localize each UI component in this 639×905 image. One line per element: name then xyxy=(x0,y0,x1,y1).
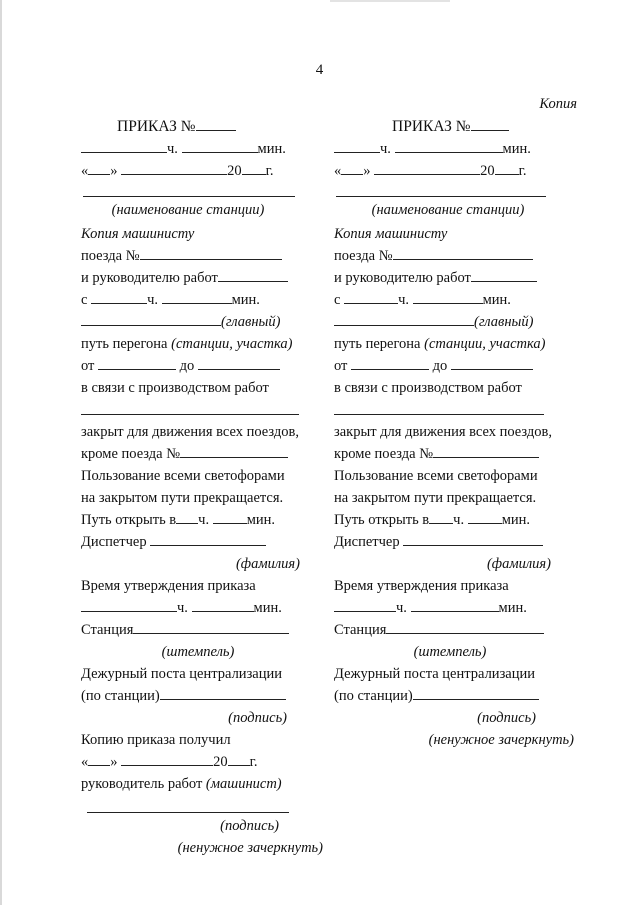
approval-minutes-field[interactable] xyxy=(411,610,499,612)
from-to-line: от до xyxy=(81,358,280,375)
except-train-field[interactable] xyxy=(433,456,539,458)
duty-line-1: Дежурный поста централизации xyxy=(334,666,536,682)
open-hours-field[interactable] xyxy=(176,522,198,524)
to-point-field[interactable] xyxy=(198,368,280,370)
received-line: Копию приказа получил xyxy=(81,732,231,748)
from-to-line: от до xyxy=(334,358,533,375)
hours-field[interactable] xyxy=(81,151,167,153)
track-line: путь перегона (станции, участка) xyxy=(334,336,546,352)
from-time-line: с ч. мин. xyxy=(334,292,511,308)
date-line: « » 20 г. xyxy=(81,163,274,179)
strike-caption: (ненужное зачеркнуть) xyxy=(428,732,574,748)
received-day-field[interactable] xyxy=(88,764,110,766)
page-number: 4 xyxy=(315,62,324,78)
scan-edge xyxy=(0,0,2,905)
stamp-caption: (штемпель) xyxy=(413,644,487,660)
except-train-field[interactable] xyxy=(180,456,288,458)
minutes-field[interactable] xyxy=(395,151,503,153)
received-date-line: « » 20 г. xyxy=(81,754,258,770)
duty-signature-field[interactable] xyxy=(413,698,539,700)
signature-caption: (подпись) xyxy=(477,710,536,726)
duty-line-2: (по станции) xyxy=(81,688,286,705)
track-line: путь перегона (станции, участка) xyxy=(81,336,293,352)
closed-line: закрыт для движения всех поездов, xyxy=(81,424,299,440)
from-point-field[interactable] xyxy=(351,368,429,370)
duty-line-1: Дежурный поста централизации xyxy=(81,666,283,682)
received-month-field[interactable] xyxy=(121,764,213,766)
dispatcher-field[interactable] xyxy=(150,544,266,546)
month-field[interactable] xyxy=(374,173,480,175)
except-line: кроме поезда № xyxy=(81,446,288,463)
year-field[interactable] xyxy=(242,173,266,175)
open-line: Путь открыть в ч. мин. xyxy=(81,512,276,528)
duty-signature-field[interactable] xyxy=(160,698,286,700)
train-line: поезда № xyxy=(334,248,533,265)
work-leader-line: и руководителю работ xyxy=(334,270,537,287)
signals-line-1: Пользование всеми светофорами xyxy=(334,468,538,484)
train-number-field[interactable] xyxy=(140,258,282,260)
work-leader-line: и руководителю работ xyxy=(81,270,288,287)
except-line: кроме поезда № xyxy=(334,446,539,463)
date-line: « » 20 г. xyxy=(334,163,527,179)
order-number-field[interactable] xyxy=(196,129,236,131)
train-number-field[interactable] xyxy=(393,258,533,260)
station-name-field[interactable] xyxy=(336,196,546,197)
signature-caption: (подпись) xyxy=(228,710,287,726)
stamp-caption: (штемпель) xyxy=(161,644,235,660)
work-leader-field[interactable] xyxy=(471,280,537,282)
closed-line: закрыт для движения всех поездов, xyxy=(334,424,552,440)
from-minutes-field[interactable] xyxy=(413,302,483,304)
time-line: ч. мин. xyxy=(334,141,531,158)
approval-hours-field[interactable] xyxy=(81,610,177,612)
approval-hm-line: ч. мин. xyxy=(334,600,527,617)
approval-time-line: Время утверждения приказа xyxy=(334,578,509,594)
hours-field[interactable] xyxy=(334,151,380,153)
approval-minutes-field[interactable] xyxy=(192,610,254,612)
approval-hm-line: ч. мин. xyxy=(81,600,282,617)
order-number-field[interactable] xyxy=(471,129,509,131)
copy-to-driver: Копия машинисту xyxy=(81,226,195,242)
signals-line-2: на закрытом пути прекращается. xyxy=(334,490,537,506)
signals-line-1: Пользование всеми светофорами xyxy=(81,468,285,484)
approval-time-line: Время утверждения приказа xyxy=(81,578,256,594)
surname-caption: (фамилия) xyxy=(235,556,300,572)
from-time-line: с ч. мин. xyxy=(81,292,260,308)
scan-top-mark xyxy=(330,0,450,2)
station-caption: (наименование станции) xyxy=(371,202,525,218)
dispatcher-line: Диспетчер xyxy=(334,534,543,551)
copy-to-driver: Копия машинисту xyxy=(334,226,448,242)
open-hours-field[interactable] xyxy=(429,522,453,524)
station-caption: (наименование станции) xyxy=(111,202,265,218)
order-title: ПРИКАЗ № xyxy=(117,118,236,136)
leader-line: руководитель работ (машинист) xyxy=(81,776,282,792)
day-field[interactable] xyxy=(88,173,110,175)
to-point-field[interactable] xyxy=(451,368,533,370)
open-line: Путь открыть в ч. мин. xyxy=(334,512,531,528)
dispatcher-line: Диспетчер xyxy=(81,534,266,551)
main-line: (главный) xyxy=(334,314,533,331)
order-title: ПРИКАЗ № xyxy=(392,118,509,136)
from-hours-field[interactable] xyxy=(344,302,398,304)
approval-hours-field[interactable] xyxy=(334,610,396,612)
signals-line-2: на закрытом пути прекращается. xyxy=(81,490,284,506)
station-name-field[interactable] xyxy=(83,196,295,197)
work-leader-field[interactable] xyxy=(218,280,288,282)
open-minutes-field[interactable] xyxy=(213,522,247,524)
due-to-line: в связи с производством работ xyxy=(334,380,522,396)
train-line: поезда № xyxy=(81,248,282,265)
from-point-field[interactable] xyxy=(98,368,176,370)
day-field[interactable] xyxy=(341,173,363,175)
dispatcher-field[interactable] xyxy=(403,544,543,546)
time-line: ч. мин. xyxy=(81,141,286,158)
station-line: Станция xyxy=(81,622,289,639)
main-field[interactable] xyxy=(334,324,474,326)
year-field[interactable] xyxy=(495,173,519,175)
received-year-field[interactable] xyxy=(228,764,250,766)
due-to-line: в связи с производством работ xyxy=(81,380,269,396)
signature-caption-2: (подпись) xyxy=(220,818,279,834)
main-line: (главный) xyxy=(81,314,280,331)
station-line: Станция xyxy=(334,622,544,639)
open-minutes-field[interactable] xyxy=(468,522,502,524)
main-field[interactable] xyxy=(81,324,221,326)
strike-caption: (ненужное зачеркнуть) xyxy=(177,840,323,856)
minutes-field[interactable] xyxy=(182,151,258,153)
station-field[interactable] xyxy=(386,632,544,634)
copy-label: Копия xyxy=(539,96,577,112)
works-field[interactable] xyxy=(334,414,544,415)
duty-line-2: (по станции) xyxy=(334,688,539,705)
from-hours-field[interactable] xyxy=(91,302,147,304)
month-field[interactable] xyxy=(121,173,227,175)
leader-signature-field[interactable] xyxy=(87,812,289,813)
station-field[interactable] xyxy=(133,632,289,634)
works-field[interactable] xyxy=(81,414,299,415)
surname-caption: (фамилия) xyxy=(486,556,551,572)
from-minutes-field[interactable] xyxy=(162,302,232,304)
